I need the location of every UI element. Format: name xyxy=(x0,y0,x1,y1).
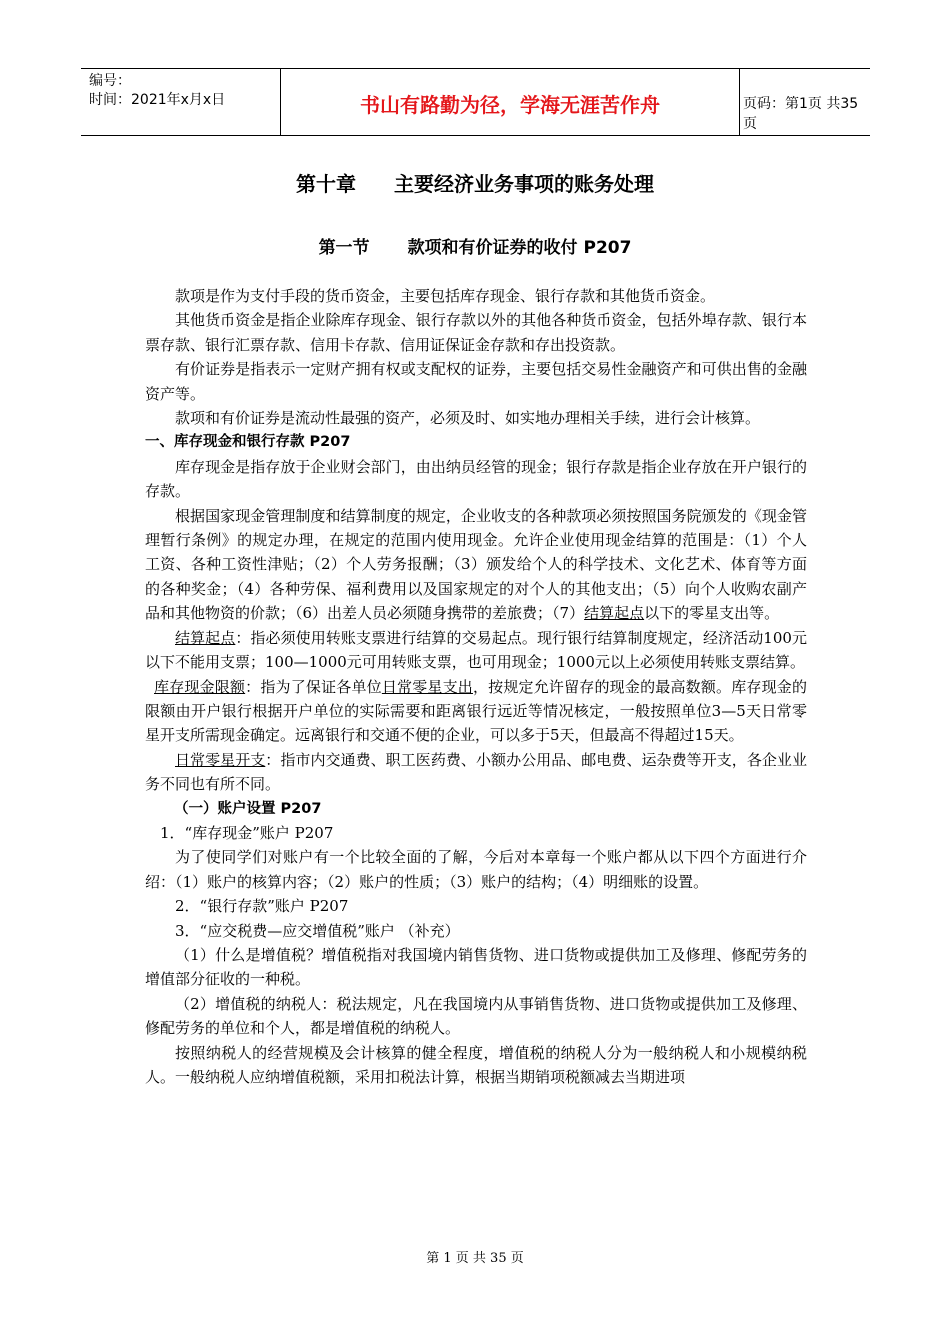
header-meta xyxy=(81,69,280,135)
motto: 书山有路勤为径，学海无涯苦作舟 xyxy=(360,93,660,117)
paragraph: 按照纳税人的经营规模及会计核算的健全程度，增值税的纳税人分为一般纳税人和小规模纳税人。一般纳税人应纳增值税额，采用扣税法计算，根据当期销项税额减去当期进项 xyxy=(145,1043,807,1086)
paragraph-text: ：指必须使用转账支票进行结算的交易起点。现行银行结算制度规定，经济活动100元以下不能用支票；100—1000元可用转账支票，也可用现金；1000元以上必须使用转账支票结算。 xyxy=(145,628,807,672)
paragraph: 款项是作为支付手段的货币资金，主要包括库存现金、银行存款和其他货币资金。 xyxy=(175,287,716,305)
paragraph: 其他货币资金是指企业除库存现金、银行存款以外的其他各种货币资金，包括外埠存款、银行本票存款、银行汇票存款、信用卡存款、信用证保证金存款和存出投资款。 xyxy=(145,311,807,354)
paragraph: 库存现金是指存放于企业财会部门，由出纳员经管的现金；银行存款是指企业存放在开户银行的存款。 xyxy=(145,457,807,501)
heading-cash-and-bank: 一、库存现金和银行存款 P207 xyxy=(145,434,351,451)
paragraph xyxy=(145,675,807,748)
paragraph: 为了使同学们对账户有一个比较全面的了解，今后对本章每一个账户都从以下四个方面进行介绍：（1）账户的核算内容；（2）账户的性质；（3）账户的结构；（4）明细账的设置。 xyxy=(145,848,807,891)
paragraph: （2）增值税的纳税人：税法规定，凡在我国境内从事销售货物、进口货物或提供加工及修理、修配劳务的单位和个人，都是增值税的纳税人。 xyxy=(145,994,807,1038)
time-label: 时间：2021年x月x日 xyxy=(89,92,226,108)
paragraph: 款项和有价证券是流动性最强的资产，必须及时、如实地办理相关手续，进行会计核算。 xyxy=(175,409,761,428)
underlined-term: 日常零星开支 xyxy=(175,750,266,769)
paragraph-text: ：指市内交通费、职工医药费、小额办公用品、邮电费、运杂费等开支，各企业业务不同也有所不同。 xyxy=(145,750,807,794)
list-item: 1．“库存现金”账户 P207 xyxy=(160,823,334,842)
chapter-title xyxy=(0,168,950,197)
paragraph-text: 根据国家现金管理制度和结算制度的规定，企业收支的各种款项必须按照国务院颁发的《现金管理暂行条例》的规定办理，在规定的范围内使用现金。允许企业使用现金结算的范围是：（1）个人工资、各种工资性津贴；（2）个人劳务报酬；（3）颁发给个人的科学技术、文化艺术、体育等方面的各种奖金；（4）各种劳保、福利费用以及国家规定的对个人的其他支出；（5）向个人收购农副产品和其他物资的价款；（6）出差人员必须随身携带的差旅费；（7） xyxy=(145,506,807,623)
paragraph-text: ，按规定允许留存的现金的最高数额。库存现金的限额由开户银行根据开户单位的实际需要和距离银行远近等情况核定，一般按照单位3—5天日常零星开支所需现金确定。远离银行和交通不便的企业，可以多于5天，但最高不得超过15天。 xyxy=(145,677,807,745)
number-label: 编号： xyxy=(89,73,131,89)
chapter-name: 主要经济业务事项的账务处理 xyxy=(394,172,654,196)
page-footer: 第 1 页 共 35 页 xyxy=(426,1251,524,1266)
paragraph xyxy=(145,504,807,626)
paragraph xyxy=(145,626,807,675)
header-motto-cell xyxy=(280,69,740,135)
heading-account-setup: （一）账户设置 P207 xyxy=(174,800,322,817)
underlined-term: 结算起点 xyxy=(584,604,645,623)
list-item: 2．“银行存款”账户 P207 xyxy=(175,897,349,916)
paragraph: （1）什么是增值税？增值税指对我国境内销售货物、进口货物或提供加工及修理、修配劳务的增值部分征收的一种税。 xyxy=(145,945,807,989)
page-header xyxy=(81,68,870,136)
list-item: 3．“应交税费—应交增值税”账户 （补充） xyxy=(175,921,460,940)
underlined-term: 日常零星支出 xyxy=(381,677,473,696)
chapter-number: 第十章 xyxy=(296,172,356,196)
page-info: 页码：第1页 共35页 xyxy=(743,96,859,132)
paragraph-text: 以下的零星支出等。 xyxy=(644,604,780,623)
section-title xyxy=(0,233,950,258)
paragraph-text: ：指为了保证各单位 xyxy=(245,677,382,696)
underlined-term: 库存现金限额 xyxy=(154,677,246,696)
paragraph: 有价证券是指表示一定财产拥有权或支配权的证券，主要包括交易性金融资产和可供出售的金融资产等。 xyxy=(145,360,807,403)
section-number: 第一节 xyxy=(318,238,370,258)
underlined-term: 结算起点 xyxy=(175,628,236,647)
section-name: 款项和有价证券的收付 P207 xyxy=(407,238,632,258)
paragraph xyxy=(145,748,807,797)
document-body xyxy=(145,284,807,1089)
